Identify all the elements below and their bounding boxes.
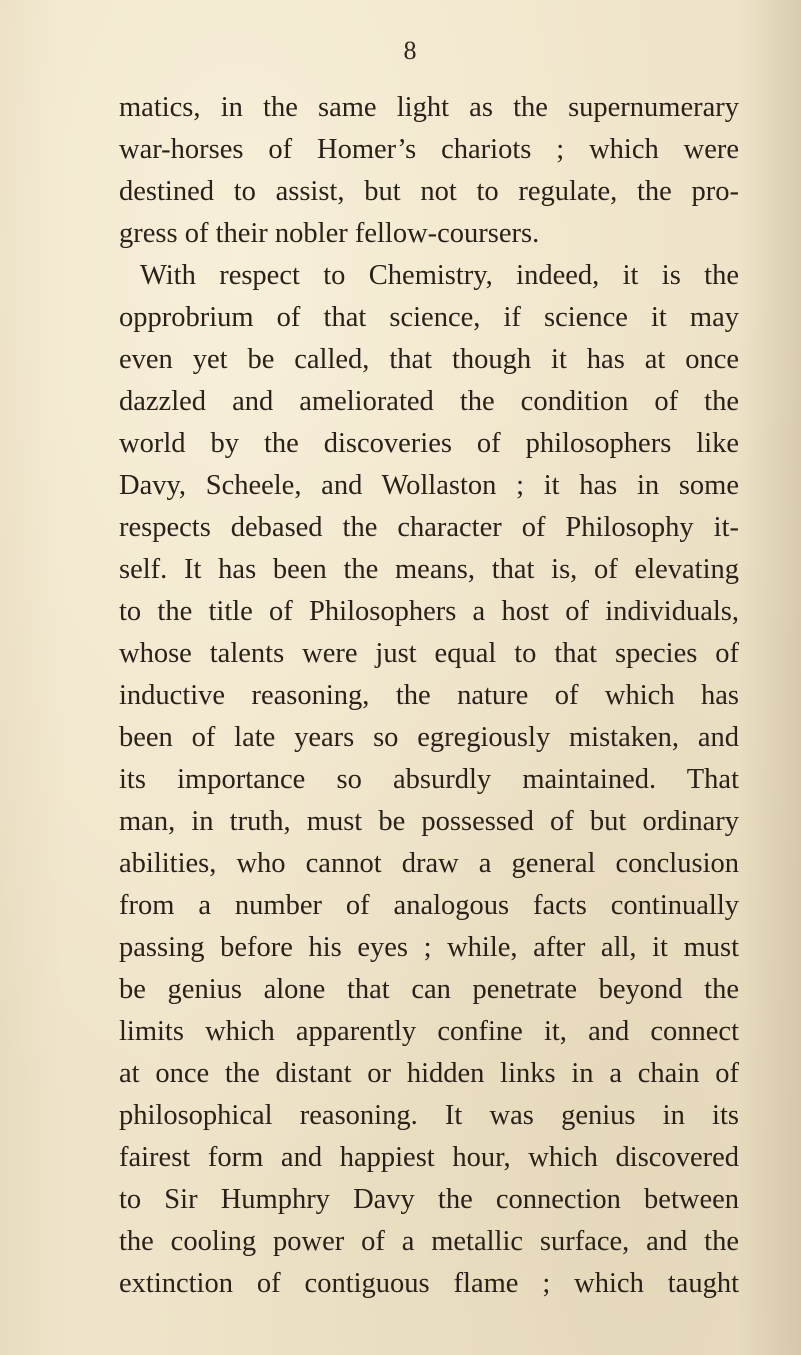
text-line: extinction of contiguous flame ; which taught (119, 1268, 739, 1299)
text-line: its importance so absurdly maintained. That (119, 764, 739, 795)
text-line: even yet be called, that though it has at once (119, 344, 739, 375)
text-line: whose talents were just equal to that species of (119, 638, 739, 669)
text-line: from a number of analogous facts continually (119, 890, 739, 921)
text-line: destined to assist, but not to regulate, the pro- (119, 176, 739, 207)
text-line: respects debased the character of Philosophy it- (119, 512, 739, 543)
text-line: man, in truth, must be possessed of but ordinary (119, 806, 739, 837)
text-line: been of late years so egregiously mistaken, and (119, 722, 739, 753)
text-line: war-horses of Homer’s chariots ; which were (119, 134, 739, 165)
text-line: abilities, who cannot draw a general conclusion (119, 848, 739, 879)
text-line: fairest form and happiest hour, which discovered (119, 1142, 739, 1173)
text-line: passing before his eyes ; while, after all, it must (119, 932, 739, 963)
text-line: gress of their nobler fellow-coursers. (119, 218, 540, 249)
text-line: the cooling power of a metallic surface, and the (119, 1226, 739, 1257)
text-line: philosophical reasoning. It was genius in its (119, 1100, 739, 1131)
text-line: world by the discoveries of philosophers like (119, 428, 739, 459)
body-text (0, 88, 801, 1328)
text-line: Davy, Scheele, and Wollaston ; it has in some (119, 470, 739, 501)
text-line: to Sir Humphry Davy the connection between (119, 1184, 739, 1215)
text-line: self. It has been the means, that is, of elevating (119, 554, 739, 585)
page-number: 8 (403, 36, 417, 65)
text-line: dazzled and ameliorated the condition of the (119, 386, 739, 417)
text-line: at once the distant or hidden links in a chain of (119, 1058, 739, 1089)
text-line: inductive reasoning, the nature of which has (119, 680, 739, 711)
text-line: opprobrium of that science, if science it may (119, 302, 739, 333)
text-line: be genius alone that can penetrate beyond the (119, 974, 739, 1005)
text-line: to the title of Philosophers a host of individuals, (119, 596, 739, 627)
text-line: limits which apparently confine it, and connect (119, 1016, 739, 1047)
text-line: matics, in the same light as the supernumerary (119, 92, 739, 123)
text-line: With respect to Chemistry, indeed, it is the (140, 260, 739, 291)
